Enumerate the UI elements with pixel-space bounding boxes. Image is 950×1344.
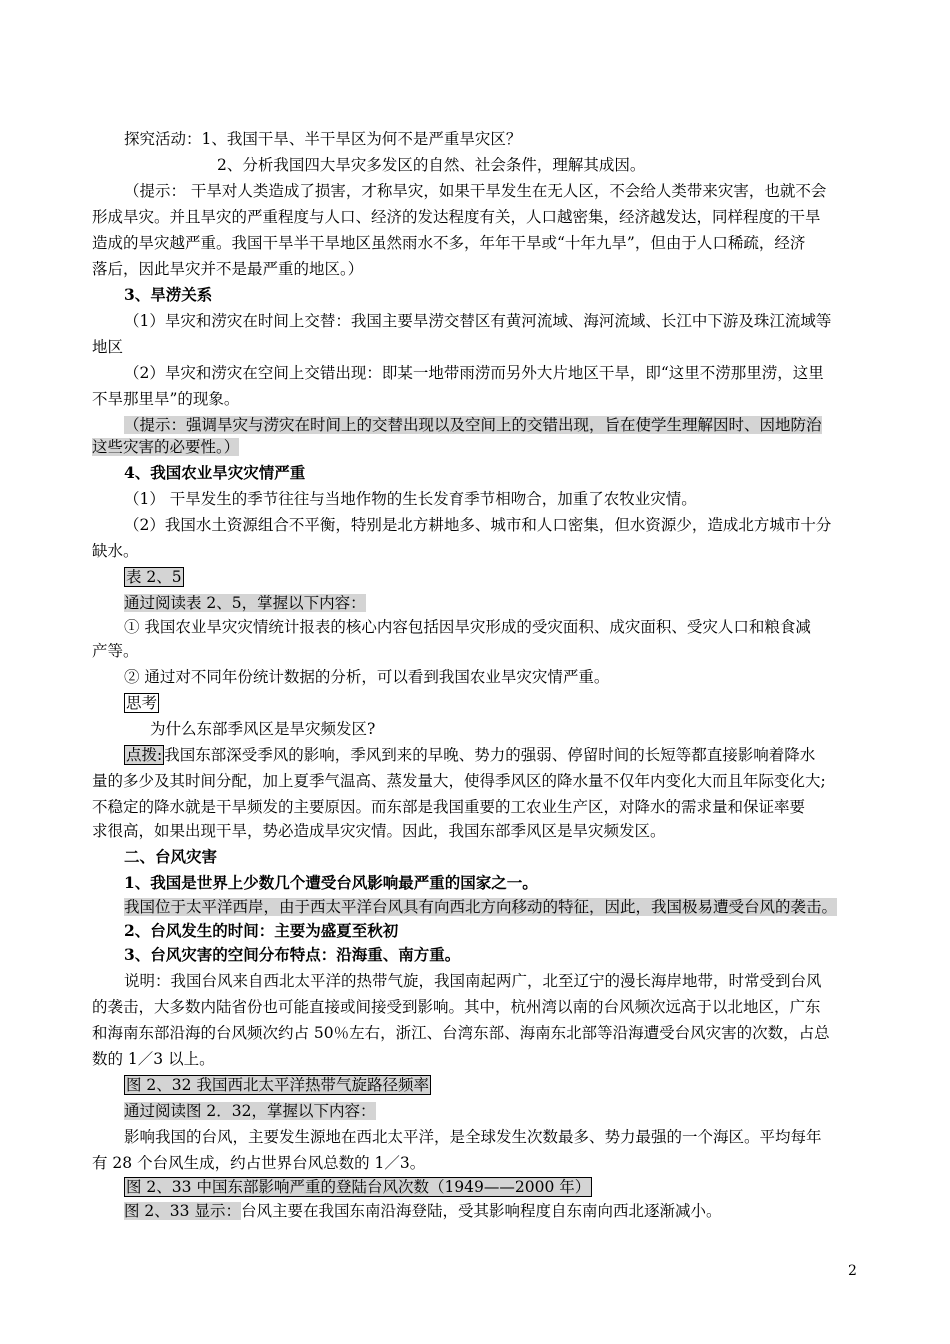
chapter-heading: 二、台风灾害	[124, 847, 218, 866]
reading-instruction: 通过阅读表 2、5，掌握以下内容：	[124, 594, 366, 612]
activity-line-1: 探究活动：1、我国干旱、半干旱区为何不是严重旱灾区？	[124, 130, 522, 148]
highlighted-hint: （提示：强调旱灾与涝灾在时间上的交替出现以及空间上的交错出现，旨在使学生理解因时、因地防治	[124, 416, 822, 434]
activity-line-2: 2、分析我国四大旱灾多发区的自然、社会条件，理解其成因。	[217, 156, 646, 174]
section-heading: 1、我国是世界上少数几个遭受台风影响最严重的国家之一。	[124, 873, 538, 892]
paragraph-line: 数的 1／3 以上。	[92, 1050, 215, 1068]
paragraph-line: 有 28 个台风生成，约占世界台风总数的 1／3。	[92, 1154, 426, 1172]
figure-note-text: 台风主要在我国东南沿海登陆，受其影响程度自东南向西北逐渐减小。	[240, 1202, 722, 1220]
figure-reference: 图 2、33 中国东部影响严重的登陆台风次数（1949——2000 年）	[126, 1178, 591, 1196]
hint-line-2: 形成旱灾。并且旱灾的严重程度与人口、经济的发达程度有关，人口越密集，经济越发达，同样程度的干旱	[92, 208, 821, 226]
paragraph-line: （1）旱灾和涝灾在时间上交替：我国主要旱涝交替区有黄河流域、海河流域、长江中下游及珠江流域等	[124, 312, 832, 330]
section-heading: 2、台风发生的时间：主要为盛夏至秋初	[124, 921, 399, 940]
paragraph-line: （1） 干旱发生的季节往往与当地作物的生长发育季节相吻合，加重了农牧业灾情。	[124, 490, 697, 508]
paragraph-line: 缺水。	[92, 542, 139, 560]
paragraph-line: （2）我国水土资源组合不平衡，特别是北方耕地多、城市和人口密集，但水资源少，造成北方城市十分	[124, 516, 832, 534]
list-item: ① 我国农业旱灾灾情统计报表的核心内容包括因旱灾形成的受灾面积、成灾面积、受灾人口和粮食减	[124, 618, 811, 636]
paragraph-line: 求很高，如果出现干旱，势必造成旱灾灾情。因此，我国东部季风区是旱灾频发区。	[92, 822, 666, 840]
hint-line-1: （提示： 干旱对人类造成了损害，才称旱灾，如果干旱发生在无人区，不会给人类带来灾害，也就不会	[124, 182, 827, 200]
section-heading: 3、旱涝关系	[124, 285, 213, 304]
figure-note-label: 图 2、33 显示：	[124, 1202, 241, 1220]
paragraph-line: 的袭击，大多数内陆省份也可能直接或间接受到影响。其中，杭州湾以南的台风频次远高于以北地区，广东	[92, 998, 821, 1016]
list-item: ② 通过对不同年份统计数据的分析，可以看到我国农业旱灾灾情严重。	[124, 668, 610, 686]
paragraph-line: 地区	[92, 338, 124, 356]
page-number: 2	[848, 1263, 857, 1279]
hint-line-3: 造成的旱灾越严重。我国干旱半干旱地区虽然雨水不多，年年干旱或“十年九旱”，但由于人口稀疏，经济	[92, 234, 806, 252]
paragraph-line: 影响我国的台风，主要发生源地在西北太平洋，是全球发生次数最多、势力最强的一个海区。平均每年	[124, 1128, 822, 1146]
paragraph-line: 和海南东部沿海的台风频次约占 50％左右，浙江、台湾东部、海南东北部等沿海遭受台风灾害的次数，占总	[92, 1024, 830, 1042]
paragraph-line: 不旱那里旱”的现象。	[92, 390, 240, 408]
paragraph-line: 说明：我国台风来自西北太平洋的热带气旋，我国南起两广，北至辽宁的漫长海岸地带，时常受到台风	[124, 972, 822, 990]
hint-line-4: 落后，因此旱灾并不是最严重的地区。）	[92, 260, 364, 278]
section-heading: 3、台风灾害的空间分布特点：沿海重、南方重。	[124, 945, 461, 964]
tip-text: 我国东部深受季风的影响，季风到来的早晚、势力的强弱、停留时间的长短等都直接影响着降水	[164, 746, 816, 764]
section-heading: 4、我国农业旱灾灾情严重	[124, 463, 306, 482]
highlighted-hint: 这些灾害的必要性。）	[92, 438, 240, 456]
reading-instruction: 通过阅读图 2．32，掌握以下内容：	[124, 1102, 376, 1120]
table-reference: 表 2、5	[126, 568, 182, 586]
list-item: 产等。	[92, 642, 139, 660]
figure-reference: 图 2、32 我国西北太平洋热带气旋路径频率	[126, 1076, 429, 1094]
paragraph-line: 不稳定的降水就是干旱频发的主要原因。而东部是我国重要的工农业生产区，对降水的需求量和保证率要	[92, 798, 806, 816]
tip-label: 点拨:	[126, 746, 163, 764]
paragraph-line: （2）旱灾和涝灾在空间上交错出现：即某一地带雨涝而另外大片地区干旱，即“这里不涝那里涝，这里	[124, 364, 824, 382]
paragraph-line: 量的多少及其时间分配，加上夏季气温高、蒸发量大，使得季风区的降水量不仅年内变化大而且年际变化大;	[92, 772, 826, 790]
think-label: 思考	[126, 694, 158, 712]
highlighted-paragraph: 我国位于太平洋西岸，由于西太平洋台风具有向西北方向移动的特征，因此，我国极易遭受台风的袭击。	[124, 898, 838, 916]
question-line: 为什么东部季风区是旱灾频发区?	[150, 720, 376, 738]
